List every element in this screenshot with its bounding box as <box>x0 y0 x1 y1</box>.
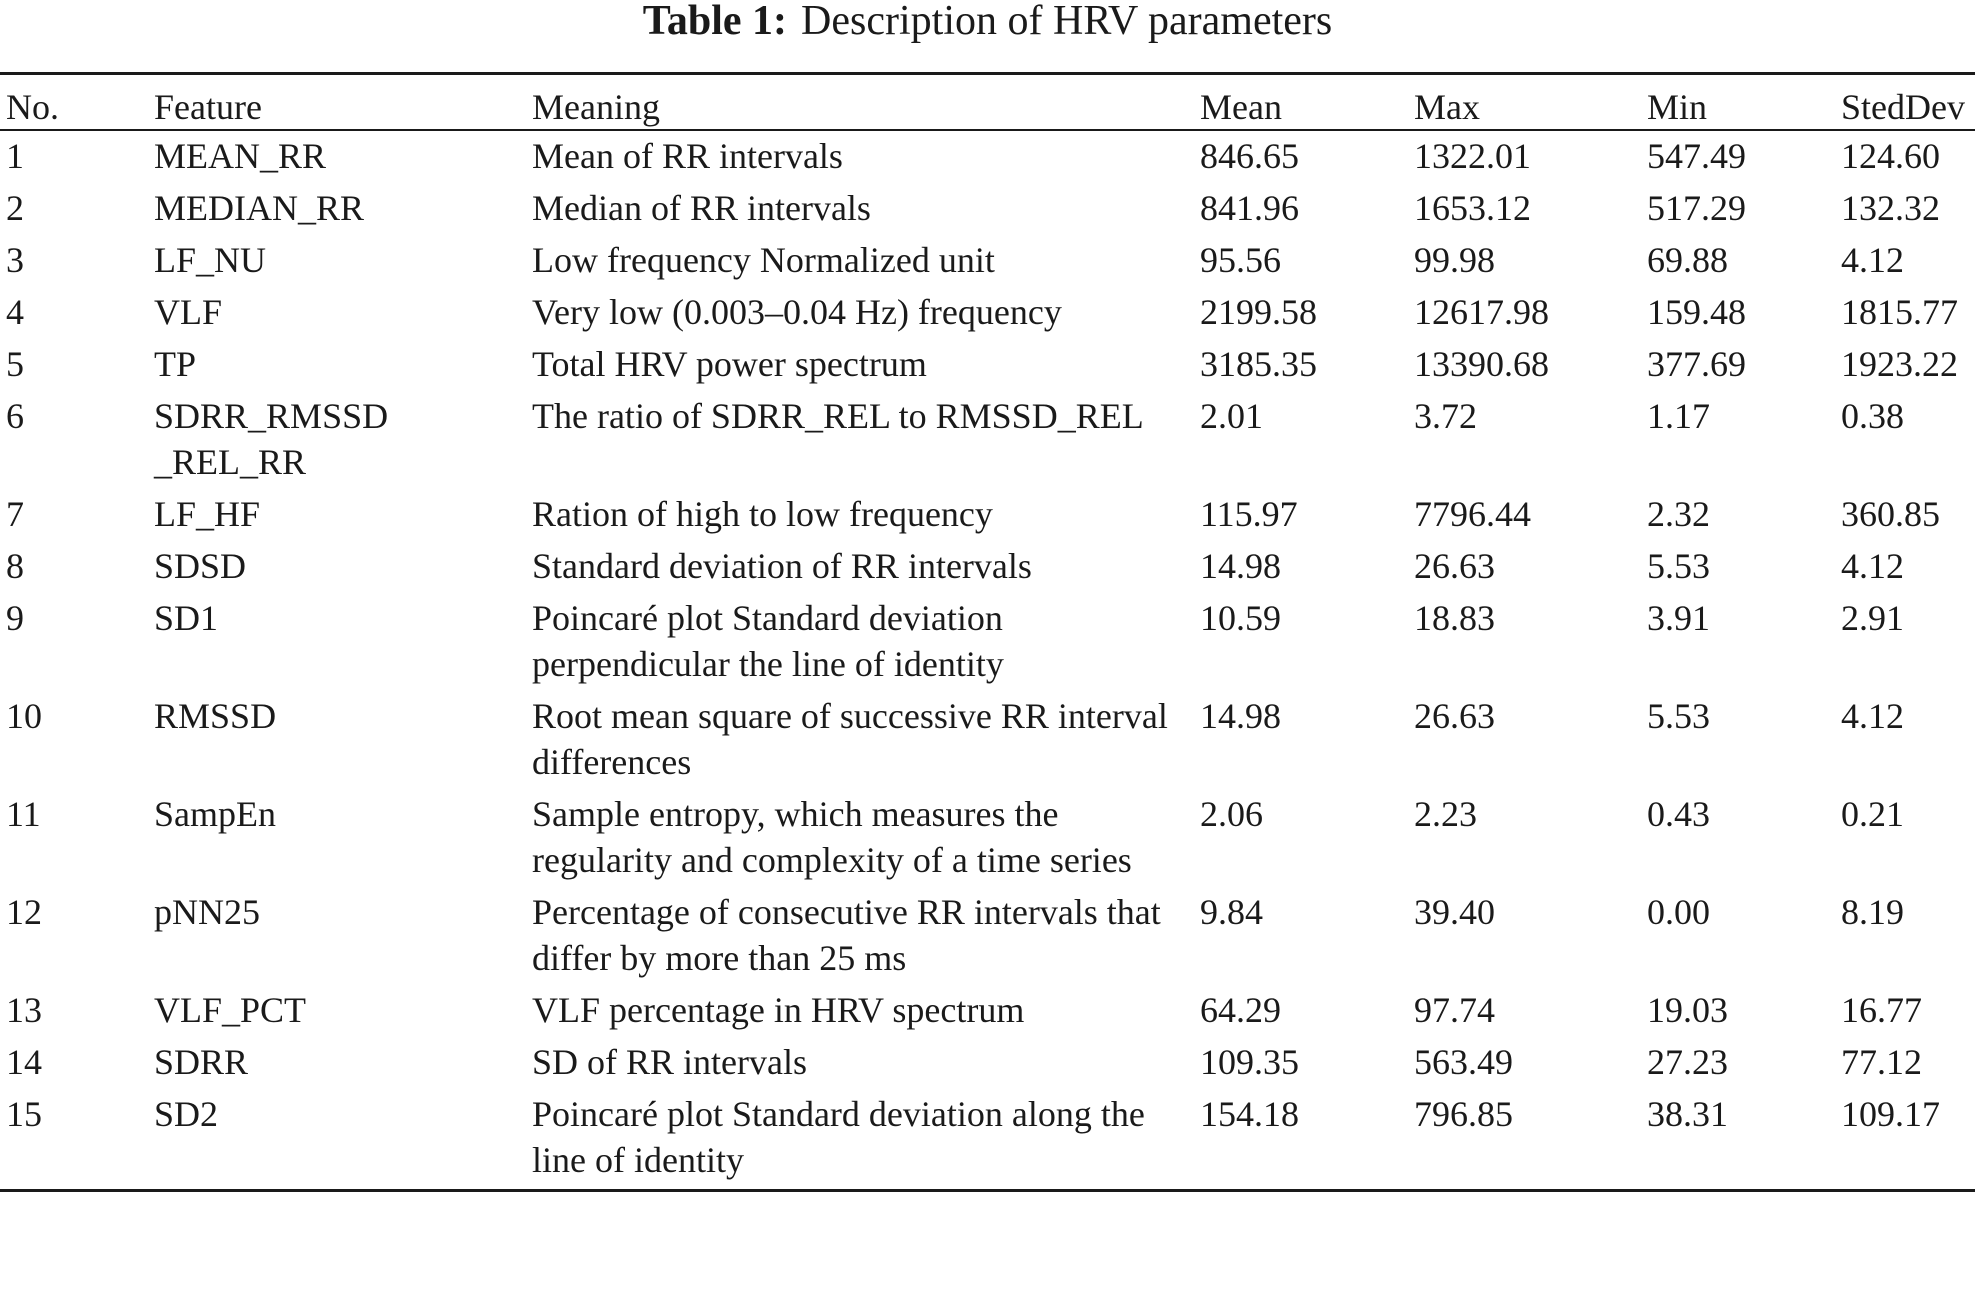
cell-mean: 846.65 <box>1200 136 1299 176</box>
table-row <box>0 889 1975 987</box>
cell-max: 12617.98 <box>1414 292 1549 332</box>
header-meaning: Meaning <box>526 74 1194 131</box>
cell-no: 7 <box>6 494 24 534</box>
cell-meaning: Poincaré plot Standard deviation perpendicular the line of identity <box>532 598 1004 684</box>
cell-stddev: 0.38 <box>1841 396 1904 436</box>
cell-stddev: 4.12 <box>1841 240 1904 280</box>
table-row <box>0 791 1975 889</box>
cell-max: 13390.68 <box>1414 344 1549 384</box>
cell-feature: RMSSD <box>154 696 277 736</box>
cell-stddev: 4.12 <box>1841 546 1904 586</box>
cell-mean: 2.01 <box>1200 396 1263 436</box>
table-container <box>0 72 1975 1192</box>
cell-no: 3 <box>6 240 24 280</box>
cell-mean: 14.98 <box>1200 546 1281 586</box>
cell-max: 796.85 <box>1414 1094 1513 1134</box>
cell-stddev: 77.12 <box>1841 1042 1922 1082</box>
cell-meaning: Poincaré plot Standard deviation along the line of identity <box>532 1094 1145 1180</box>
cell-meaning: Sample entropy, which measures the regularity and complexity of a time series <box>532 794 1132 880</box>
cell-meaning: Percentage of consecutive RR intervals that differ by more than 25 ms <box>532 892 1161 978</box>
cell-feature: VLF <box>154 292 223 332</box>
cell-no: 5 <box>6 344 24 384</box>
cell-stddev: 1815.77 <box>1841 292 1958 332</box>
cell-no: 2 <box>6 188 24 228</box>
header-max: Max <box>1408 74 1641 131</box>
cell-no: 8 <box>6 546 24 586</box>
cell-min: 19.03 <box>1647 990 1728 1030</box>
cell-max: 1322.01 <box>1414 136 1531 176</box>
table-caption <box>0 0 1975 42</box>
cell-no: 6 <box>6 396 24 436</box>
cell-min: 27.23 <box>1647 1042 1728 1082</box>
cell-meaning: The ratio of SDRR_REL to RMSSD_REL <box>532 396 1144 436</box>
caption-label: Table 1: <box>642 0 788 44</box>
cell-feature: VLF_PCT <box>154 990 307 1030</box>
cell-no: 9 <box>6 598 24 638</box>
cell-meaning: Standard deviation of RR intervals <box>532 546 1032 586</box>
cell-feature: SDRR <box>154 1042 249 1082</box>
cell-min: 547.49 <box>1647 136 1746 176</box>
cell-min: 5.53 <box>1647 546 1710 586</box>
cell-no: 4 <box>6 292 24 332</box>
cell-meaning: VLF percentage in HRV spectrum <box>532 990 1025 1030</box>
cell-no: 12 <box>6 892 42 932</box>
hrv-parameters-table <box>0 72 1975 1192</box>
cell-meaning: Root mean square of successive RR interval differences <box>532 696 1168 782</box>
cell-mean: 10.59 <box>1200 598 1281 638</box>
table-row <box>0 185 1975 237</box>
cell-mean: 95.56 <box>1200 240 1281 280</box>
header-no: No. <box>0 74 148 131</box>
cell-feature: TP <box>154 344 197 384</box>
cell-stddev: 360.85 <box>1841 494 1940 534</box>
cell-mean: 115.97 <box>1200 494 1298 534</box>
cell-mean: 109.35 <box>1200 1042 1299 1082</box>
header-min: Min <box>1641 74 1835 131</box>
cell-meaning: SD of RR intervals <box>532 1042 807 1082</box>
table-body <box>0 130 1975 1191</box>
cell-feature: LF_HF <box>154 494 261 534</box>
cell-stddev: 8.19 <box>1841 892 1904 932</box>
cell-meaning: Mean of RR intervals <box>532 136 843 176</box>
cell-min: 2.32 <box>1647 494 1710 534</box>
cell-max: 26.63 <box>1414 696 1495 736</box>
cell-max: 563.49 <box>1414 1042 1513 1082</box>
table-row <box>0 987 1975 1039</box>
cell-max: 3.72 <box>1414 396 1477 436</box>
cell-stddev: 16.77 <box>1841 990 1922 1030</box>
cell-mean: 9.84 <box>1200 892 1263 932</box>
header-row <box>0 74 1975 131</box>
caption-text: Description of HRV parameters <box>801 0 1333 44</box>
cell-min: 38.31 <box>1647 1094 1728 1134</box>
cell-stddev: 4.12 <box>1841 696 1904 736</box>
header-feature: Feature <box>148 74 526 131</box>
cell-max: 39.40 <box>1414 892 1495 932</box>
cell-min: 69.88 <box>1647 240 1728 280</box>
cell-mean: 3185.35 <box>1200 344 1317 384</box>
table-row <box>0 393 1975 491</box>
cell-feature: LF_NU <box>154 240 267 280</box>
cell-meaning: Low frequency Normalized unit <box>532 240 995 280</box>
table-row <box>0 491 1975 543</box>
cell-min: 3.91 <box>1647 598 1710 638</box>
cell-stddev: 109.17 <box>1841 1094 1940 1134</box>
cell-min: 377.69 <box>1647 344 1746 384</box>
cell-no: 10 <box>6 696 42 736</box>
cell-feature: SampEn <box>154 794 276 834</box>
table-row <box>0 341 1975 393</box>
table-row <box>0 1039 1975 1091</box>
cell-meaning: Median of RR intervals <box>532 188 871 228</box>
cell-feature: SDSD <box>154 546 247 586</box>
cell-max: 97.74 <box>1414 990 1495 1030</box>
cell-max: 7796.44 <box>1414 494 1531 534</box>
cell-mean: 154.18 <box>1200 1094 1299 1134</box>
cell-no: 15 <box>6 1094 42 1134</box>
cell-meaning: Ration of high to low frequency <box>532 494 993 534</box>
table-row <box>0 543 1975 595</box>
cell-feature: SD2 <box>154 1094 219 1134</box>
header-stddev: StedDev <box>1835 74 1975 131</box>
cell-max: 26.63 <box>1414 546 1495 586</box>
cell-min: 517.29 <box>1647 188 1746 228</box>
cell-stddev: 0.21 <box>1841 794 1904 834</box>
cell-no: 1 <box>6 136 24 176</box>
cell-meaning: Very low (0.003–0.04 Hz) frequency <box>532 292 1062 332</box>
cell-meaning: Total HRV power spectrum <box>532 344 927 384</box>
cell-max: 1653.12 <box>1414 188 1531 228</box>
cell-stddev: 1923.22 <box>1841 344 1958 384</box>
cell-no: 11 <box>6 794 41 834</box>
cell-feature: pNN25 <box>154 892 260 932</box>
table-row <box>0 1091 1975 1191</box>
cell-mean: 64.29 <box>1200 990 1281 1030</box>
cell-max: 18.83 <box>1414 598 1495 638</box>
cell-mean: 2.06 <box>1200 794 1263 834</box>
cell-feature: MEAN_RR <box>154 136 327 176</box>
table-row <box>0 289 1975 341</box>
table-row <box>0 130 1975 185</box>
cell-stddev: 2.91 <box>1841 598 1904 638</box>
cell-stddev: 132.32 <box>1841 188 1940 228</box>
cell-no: 13 <box>6 990 42 1030</box>
cell-min: 1.17 <box>1647 396 1710 436</box>
cell-min: 5.53 <box>1647 696 1710 736</box>
cell-max: 99.98 <box>1414 240 1495 280</box>
cell-mean: 2199.58 <box>1200 292 1317 332</box>
cell-mean: 841.96 <box>1200 188 1299 228</box>
cell-min: 0.43 <box>1647 794 1710 834</box>
cell-feature: SDRR_RMSSD _REL_RR <box>154 396 389 482</box>
cell-feature: MEDIAN_RR <box>154 188 365 228</box>
cell-feature: SD1 <box>154 598 219 638</box>
cell-min: 159.48 <box>1647 292 1746 332</box>
cell-no: 14 <box>6 1042 42 1082</box>
header-mean: Mean <box>1194 74 1408 131</box>
cell-mean: 14.98 <box>1200 696 1281 736</box>
table-row <box>0 595 1975 693</box>
cell-min: 0.00 <box>1647 892 1710 932</box>
cell-max: 2.23 <box>1414 794 1477 834</box>
table-row <box>0 237 1975 289</box>
table-row <box>0 693 1975 791</box>
cell-stddev: 124.60 <box>1841 136 1940 176</box>
